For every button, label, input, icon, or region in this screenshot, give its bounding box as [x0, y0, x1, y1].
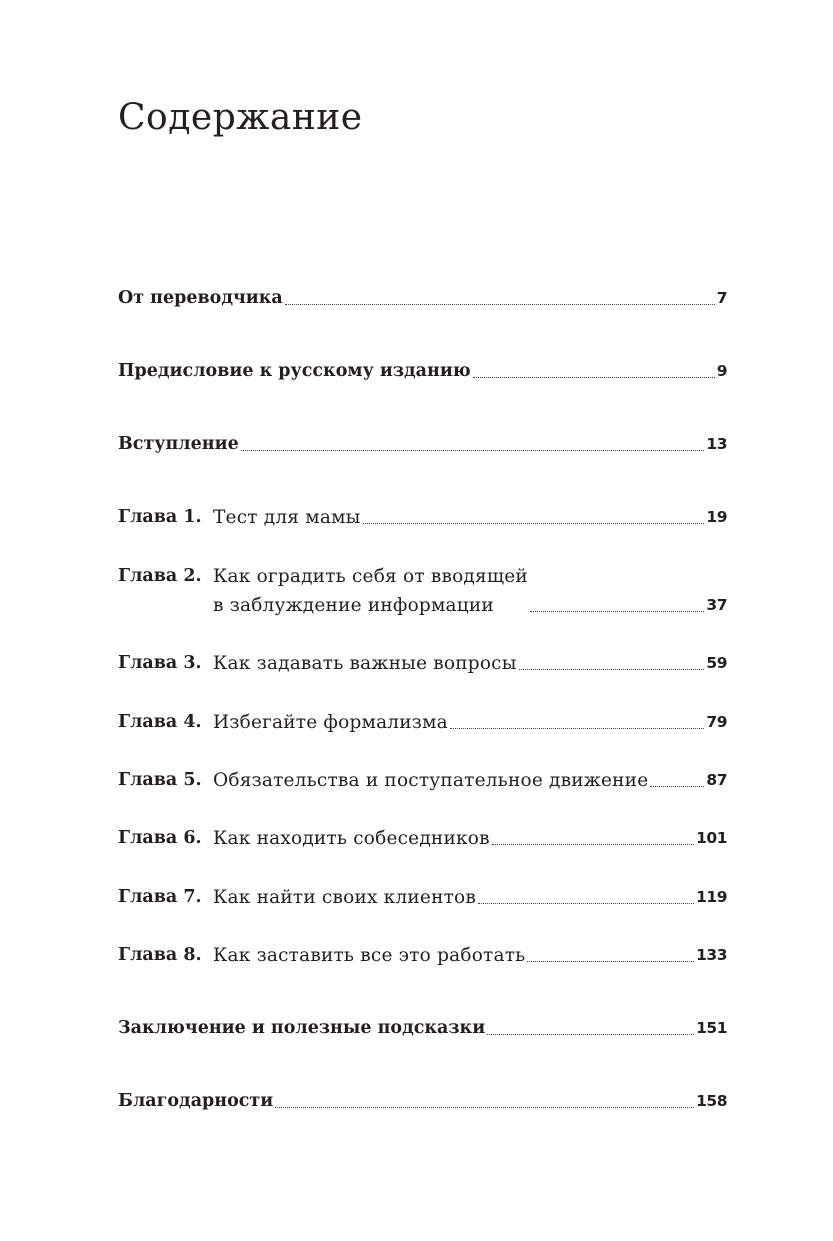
toc-page-number: 158: [696, 1092, 727, 1110]
toc-entry-chapter-6[interactable]: [118, 824, 727, 853]
toc-entry-title: Предисловие к русскому изданию: [118, 361, 471, 381]
toc-entry-thanks[interactable]: [118, 1087, 727, 1116]
chapter-label: Глава 7.: [118, 887, 202, 907]
dot-leader: [363, 523, 705, 524]
chapter-title-line-2: в заблуждение информации: [213, 595, 494, 616]
dot-leader: [285, 304, 715, 305]
toc-entry-title: Благодарности: [118, 1091, 274, 1111]
toc-entry-chapter-2[interactable]: [118, 562, 727, 620]
dot-leader: [530, 611, 704, 612]
toc-entry-chapter-5[interactable]: [118, 766, 727, 795]
toc-entry-title: Вступление: [118, 434, 239, 454]
toc-entry-intro[interactable]: [118, 430, 727, 459]
dot-leader: [650, 786, 704, 787]
chapter-title: Как задавать важные вопросы: [213, 653, 517, 674]
toc-page-number: 119: [696, 888, 727, 906]
dot-leader: [527, 961, 694, 962]
toc-entry-preface[interactable]: [118, 357, 727, 386]
dot-leader: [478, 903, 694, 904]
toc-entry-title: Заключение и полезные подсказки: [118, 1018, 486, 1038]
toc-page-number: 79: [706, 713, 727, 731]
chapter-title: Как находить собеседников: [213, 828, 490, 849]
toc-page-number: 133: [696, 946, 727, 964]
toc-page-number: 7: [716, 289, 727, 307]
chapter-label: Глава 1.: [118, 507, 202, 527]
chapter-title: Тест для мамы: [213, 507, 361, 528]
chapter-title: Обязательства и поступательное движение: [213, 770, 649, 791]
chapter-label: Глава 5.: [118, 770, 202, 790]
toc-page-number: 13: [706, 435, 727, 453]
chapter-title: Как заставить все это работать: [213, 945, 526, 966]
chapter-title-line-1: Как оградить себя от вводящей: [213, 566, 528, 587]
dot-leader: [450, 728, 705, 729]
toc-entry-chapter-7[interactable]: [118, 883, 727, 912]
toc-entry-title: От переводчика: [118, 288, 283, 308]
toc-page-number: 9: [716, 362, 727, 380]
chapter-title: Избегайте формализма: [213, 712, 448, 733]
toc-entry-chapter-4[interactable]: [118, 708, 727, 737]
chapter-label: Глава 8.: [118, 945, 202, 965]
toc-entry-chapter-8[interactable]: [118, 941, 727, 970]
dot-leader: [487, 1034, 694, 1035]
dot-leader: [492, 844, 694, 845]
toc-page-number: 101: [696, 829, 727, 847]
toc-page-number: 151: [696, 1019, 727, 1037]
chapter-title: [213, 562, 528, 620]
toc-entry-conclusion[interactable]: [118, 1014, 727, 1043]
dot-leader: [241, 450, 705, 451]
toc-entry-translator[interactable]: [118, 284, 727, 313]
chapter-label: Глава 3.: [118, 653, 202, 673]
chapter-label: Глава 2.: [118, 566, 202, 586]
dot-leader: [275, 1107, 694, 1108]
toc-entry-chapter-3[interactable]: [118, 649, 727, 678]
dot-leader: [473, 377, 715, 378]
page-title: Содержание: [118, 97, 363, 138]
chapter-title: Как найти своих клиентов: [213, 887, 476, 908]
toc-page-number: 19: [706, 508, 727, 526]
dot-leader: [519, 669, 705, 670]
chapter-label: Глава 4.: [118, 712, 202, 732]
toc-entry-chapter-1[interactable]: [118, 503, 727, 532]
toc-page-number: 87: [706, 771, 727, 789]
chapter-label: Глава 6.: [118, 828, 202, 848]
toc-page-number: 59: [706, 654, 727, 672]
toc-page-number: 37: [706, 596, 727, 614]
